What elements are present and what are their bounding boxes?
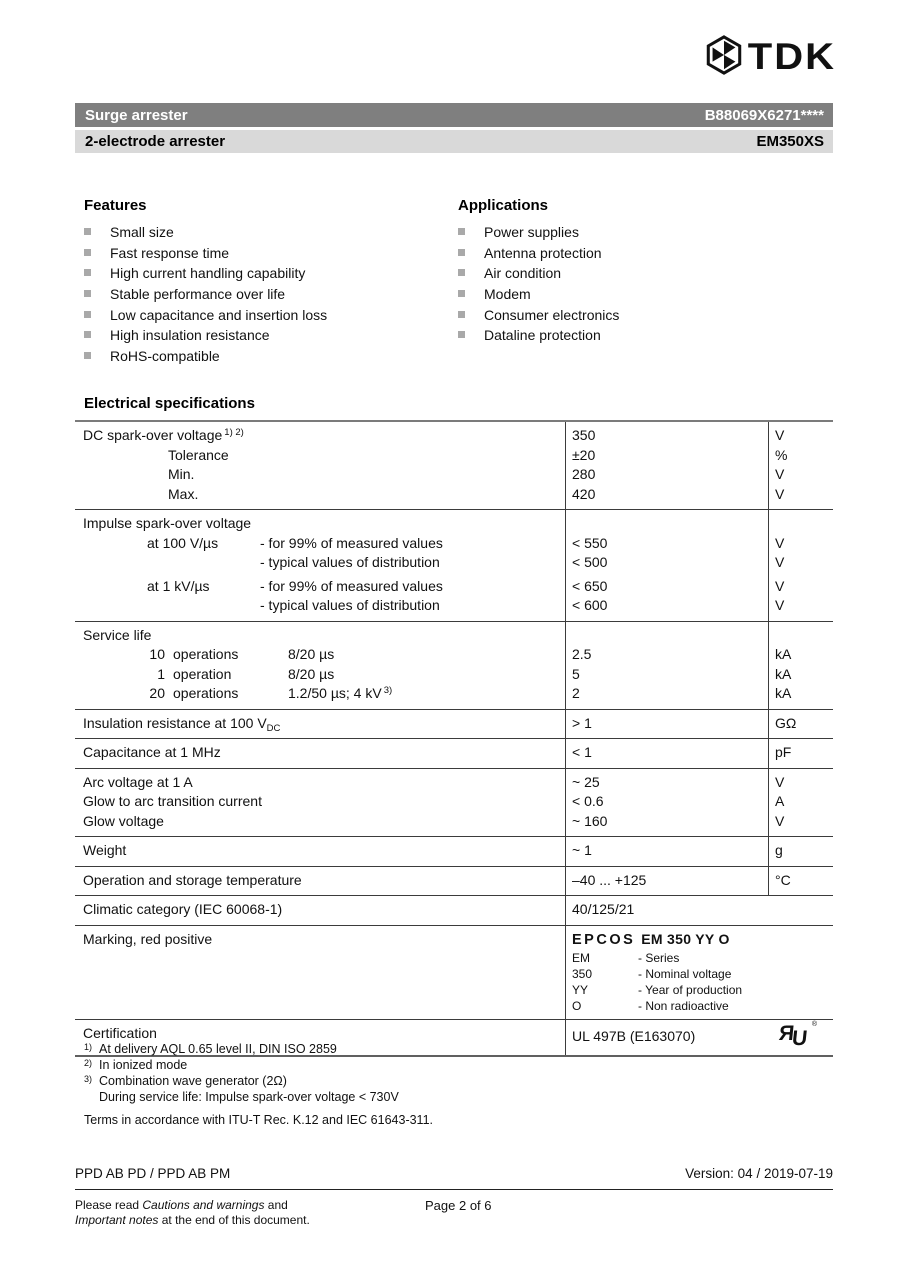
specs-title: Electrical specifications (84, 395, 255, 412)
table-row (75, 709, 833, 739)
applications-list (458, 222, 833, 346)
spec-value: < 1 (572, 744, 592, 760)
features-section (75, 197, 449, 367)
spec-label: Climatic category (IEC 60068-1) (83, 901, 283, 917)
spec-unit: % (775, 446, 788, 463)
application-text: Modem (484, 286, 531, 303)
feature-text: Fast response time (110, 244, 230, 261)
footnote-text: At delivery AQL 0.65 level II, DIN ISO 2859 (99, 1042, 337, 1056)
spec-label: Insulation resistance at 100 V (83, 714, 267, 731)
spec-label: Impulse spark-over voltage (83, 515, 252, 531)
list-item (84, 263, 449, 284)
spec-unit-cell (768, 739, 833, 768)
spec-value: < 650 (572, 577, 608, 594)
application-text: Air condition (484, 265, 562, 282)
spec-criterion: - typical values of distribution (260, 554, 440, 570)
table-row (75, 422, 833, 509)
list-item (458, 305, 833, 326)
spec-value: 5 (572, 665, 580, 682)
electrical-specifications-section (75, 395, 833, 1057)
application-text: Power supplies (484, 224, 579, 240)
spec-value: ~ 1 (572, 842, 592, 858)
title-bar (75, 103, 833, 127)
spec-unit-cell (768, 422, 833, 509)
spec-value: < 500 (572, 554, 608, 570)
feature-application-lists (75, 197, 833, 367)
legend-row (572, 966, 829, 982)
list-item (458, 325, 833, 346)
bullet-square-icon (458, 311, 465, 318)
spec-noun: operations (173, 646, 239, 662)
subtitle-bar (75, 130, 833, 153)
footnote-ref: 1) 2) (224, 427, 244, 438)
spec-label-cell (75, 622, 565, 709)
spec-value-cell (565, 510, 768, 621)
spec-unit: kA (775, 646, 792, 662)
spec-label: Weight (83, 842, 127, 858)
legend-desc: - Year of production (638, 983, 743, 997)
legend-desc: - Nominal voltage (638, 967, 732, 981)
spec-unit: V (775, 534, 785, 551)
spec-value: 280 (572, 466, 596, 482)
spec-label-cell (75, 867, 565, 896)
list-item (458, 243, 833, 264)
feature-text: Stable performance over life (110, 286, 286, 303)
spec-value: 420 (572, 485, 596, 502)
spec-condition: 8/20 µs (288, 646, 335, 662)
bullet-square-icon (458, 269, 465, 276)
spec-label: Glow voltage (83, 812, 164, 829)
legend-key: YY (572, 983, 589, 997)
table-row (75, 895, 833, 925)
spec-count: 1 (157, 665, 165, 682)
spec-value: ~ 25 (572, 773, 600, 790)
spec-value: –40 ... +125 (572, 871, 647, 888)
product-family: Surge arrester (85, 106, 188, 124)
footer-note-row (75, 1198, 833, 1228)
spec-value: < 600 (572, 597, 608, 613)
specs-table (75, 420, 833, 1057)
spec-value-cell (565, 422, 768, 509)
spec-unit: pF (775, 744, 792, 760)
spec-noun: operations (173, 685, 239, 701)
spec-unit: °C (775, 871, 791, 888)
ul-recognized-icon: Я U ® (777, 1021, 817, 1050)
applications-section (449, 197, 833, 367)
legend-desc: - Non radioactive (638, 999, 729, 1013)
spec-label: Operation and storage temperature (83, 871, 302, 888)
certification-value: UL 497B (E163070) (572, 1028, 696, 1045)
terms-note: Terms in accordance with ITU-T Rec. K.12 and IEC 61643-311. (84, 1113, 434, 1127)
spec-criterion: - for 99% of measured values (260, 577, 443, 594)
legend-row (572, 998, 829, 1014)
spec-value-cell (565, 896, 833, 925)
spec-value: 2 (572, 685, 580, 701)
spec-label-cell (75, 837, 565, 866)
list-item (84, 325, 449, 346)
spec-label-cell (75, 710, 565, 739)
bullet-square-icon (458, 331, 465, 338)
legend-key: O (572, 999, 582, 1013)
spec-label-cell (75, 510, 565, 621)
spec-condition: 1.2/50 µs; 4 kV (288, 685, 382, 701)
spec-label: DC spark-over voltage (83, 427, 223, 443)
list-item (458, 263, 833, 284)
spec-criterion: - for 99% of measured values (260, 534, 443, 551)
bullet-square-icon (458, 290, 465, 297)
spec-value-cell (565, 926, 833, 1020)
list-item (84, 243, 449, 264)
spec-label: Arc voltage at 1 A (83, 773, 193, 790)
application-text: Antenna protection (484, 244, 602, 261)
table-row (75, 836, 833, 866)
spec-value: 2.5 (572, 646, 592, 662)
footnote-marker: 3) (84, 1074, 93, 1084)
bullet-square-icon (84, 228, 91, 235)
spec-unit: A (775, 793, 785, 809)
spec-unit: V (775, 485, 785, 502)
spec-unit-cell (768, 837, 833, 866)
bullet-square-icon (84, 269, 91, 276)
table-row (75, 768, 833, 837)
spec-condition: at 1 kV/µs (147, 577, 210, 594)
note-italic: Cautions and warnings (142, 1198, 265, 1212)
spec-value: < 0.6 (572, 793, 604, 809)
table-row (75, 738, 833, 768)
legend-key: 350 (572, 967, 593, 981)
spec-label: Capacitance at 1 MHz (83, 744, 221, 760)
footnote-marker: 2) (84, 1058, 93, 1068)
spec-label-cell (75, 422, 565, 509)
spec-label-cell (75, 739, 565, 768)
spec-unit: V (775, 812, 785, 829)
list-item (84, 222, 449, 243)
spec-condition: at 100 V/µs (147, 534, 219, 551)
spec-value: 40/125/21 (572, 901, 635, 917)
list-item (458, 222, 833, 243)
spec-value: 350 (572, 427, 596, 443)
feature-text: Low capacitance and insertion loss (110, 306, 328, 323)
applications-title: Applications (458, 197, 549, 214)
list-item (84, 305, 449, 326)
spec-unit: V (775, 577, 785, 594)
spec-criterion: - typical values of distribution (260, 597, 440, 613)
footnote (75, 1057, 833, 1073)
list-item (458, 284, 833, 305)
table-row (75, 866, 833, 896)
spec-unit: GΩ (775, 714, 797, 731)
features-list (84, 222, 449, 367)
spec-unit-cell (768, 710, 833, 739)
feature-text: RoHS-compatible (110, 348, 220, 365)
spec-count: 20 (149, 685, 165, 701)
spec-label: Marking, red positive (83, 930, 213, 947)
spec-sublabel: Tolerance (168, 446, 229, 463)
spec-value-cell (565, 867, 768, 896)
spec-label-cell (75, 769, 565, 837)
spec-unit: V (775, 427, 785, 443)
bullet-square-icon (84, 331, 91, 338)
legend-key: EM (572, 951, 590, 965)
footnote-ref: 3) (383, 685, 393, 696)
spec-value: ±20 (572, 446, 596, 463)
footnote-text: In ionized mode (99, 1058, 188, 1072)
features-title: Features (84, 197, 147, 214)
spec-value-cell (565, 837, 768, 866)
spec-condition: 8/20 µs (288, 665, 335, 682)
list-item (84, 284, 449, 305)
department-code: PPD AB PD / PPD AB PM (75, 1166, 231, 1181)
list-item (84, 346, 449, 367)
bullet-square-icon (84, 249, 91, 256)
note-text: at the end of this document. (158, 1213, 310, 1227)
spec-label-cell (75, 926, 565, 1020)
legend-row (572, 950, 829, 966)
table-row (75, 925, 833, 1020)
spec-value: < 550 (572, 534, 608, 551)
note-text: and (264, 1198, 288, 1212)
footnote (75, 1041, 833, 1057)
table-row (75, 509, 833, 621)
spec-label: Service life (83, 626, 152, 643)
header-bars (75, 103, 833, 153)
legend-desc: - Series (638, 951, 680, 965)
spec-label-subscript: DC (266, 722, 281, 734)
feature-text: Small size (110, 224, 174, 240)
spec-value-cell (565, 739, 768, 768)
footnote (75, 1073, 833, 1089)
page-number: Page 2 of 6 (425, 1198, 492, 1213)
spec-unit-cell (768, 769, 833, 837)
footnotes (75, 1041, 833, 1128)
spec-label: Glow to arc transition current (83, 793, 262, 809)
spec-unit: V (775, 597, 785, 613)
series-name: EM350XS (756, 133, 824, 150)
spec-unit-cell (768, 622, 833, 709)
product-type: 2-electrode arrester (85, 133, 226, 150)
marking-code: EM 350 YY O (641, 930, 730, 947)
spec-unit-cell (768, 510, 833, 621)
bullet-square-icon (84, 311, 91, 318)
table-row (75, 621, 833, 709)
spec-unit: V (775, 466, 785, 482)
footnote-text: Combination wave generator (2Ω) (99, 1074, 287, 1088)
spec-value: > 1 (572, 714, 592, 731)
tdk-logo-text: TDK (747, 36, 836, 78)
spec-unit: V (775, 773, 785, 790)
footnote-continuation: During service life: Impulse spark-over voltage < 730V (99, 1090, 399, 1104)
footer-info-row (75, 1166, 833, 1190)
spec-unit: kA (775, 685, 792, 701)
spec-noun: operation (173, 665, 232, 682)
spec-label: Certification (83, 1025, 157, 1041)
spec-label-cell (75, 896, 565, 925)
legend-row (572, 982, 829, 998)
spec-sublabel: Min. (168, 466, 195, 482)
application-text: Dataline protection (484, 327, 601, 344)
feature-text: High insulation resistance (110, 327, 270, 344)
part-number: B88069X6271**** (704, 106, 824, 124)
spec-unit: V (775, 554, 785, 570)
spec-value: ~ 160 (572, 812, 608, 829)
spec-unit: kA (775, 665, 792, 682)
application-text: Consumer electronics (484, 306, 620, 323)
marking-legend (572, 950, 829, 1014)
spec-unit-cell (768, 867, 833, 896)
note-text: Please read (75, 1198, 143, 1212)
spec-unit: g (775, 842, 783, 858)
spec-value-cell (565, 769, 768, 837)
footnote-marker: 1) (84, 1042, 93, 1052)
tdk-emblem-icon (704, 34, 744, 81)
tdk-logo (704, 34, 836, 81)
spec-value-cell (565, 710, 768, 739)
bullet-square-icon (84, 352, 91, 359)
spec-value-cell (565, 622, 768, 709)
bullet-square-icon (458, 228, 465, 235)
cautions-note (75, 1198, 425, 1228)
bullet-square-icon (458, 249, 465, 256)
spec-sublabel: Max. (168, 485, 199, 502)
bullet-square-icon (84, 290, 91, 297)
version-text: Version: 04 / 2019-07-19 (685, 1166, 833, 1181)
note-italic: Important notes (75, 1213, 159, 1227)
spec-count: 10 (149, 646, 165, 662)
epcos-logo-text: EPCOS (572, 931, 636, 948)
feature-text: High current handling capability (110, 265, 306, 282)
